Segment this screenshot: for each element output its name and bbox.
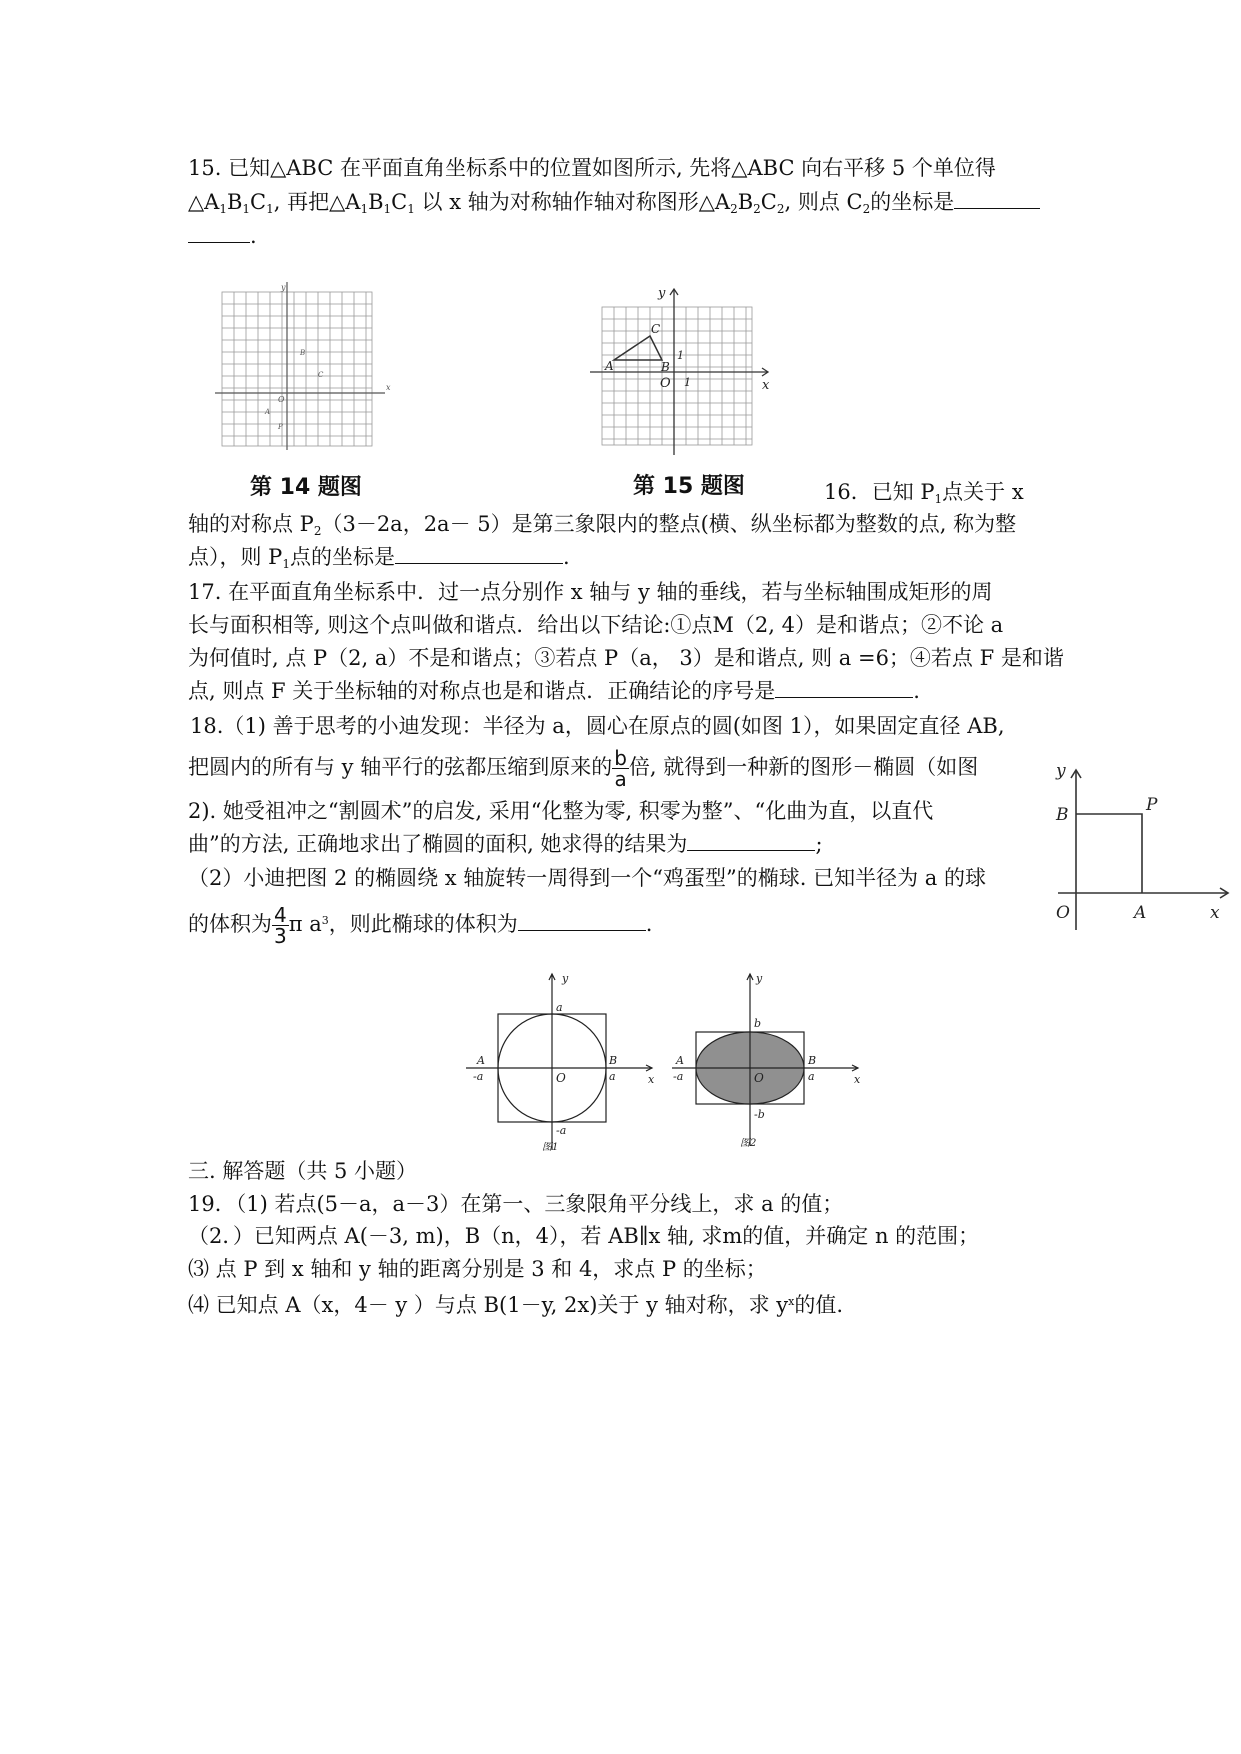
q19-line4: ⑷ 已知点 A（x，4－ y ）与点 B(1－y, 2x)关于 y 轴对称，求 $y^x$的值.	[188, 1293, 844, 1317]
fig1-a-top: a	[556, 1001, 563, 1014]
q18-line6: 的体积为 $\frac{4}{3}$ π $a^3$，则此椭球的体积为 .	[188, 903, 653, 948]
fig14-a-label: A	[265, 408, 271, 416]
fig2-b-top: b	[754, 1017, 762, 1030]
answer-blank[interactable]	[775, 677, 913, 698]
q15-line1: 15. 已知△ABC 在平面直角坐标系中的位置如图所示, 先将△ABC 向右平移 5 个单位得	[188, 156, 996, 180]
fig2-a-left: -a	[673, 1070, 684, 1083]
answer-blank[interactable]	[188, 222, 250, 243]
fig14-y-label: y	[281, 283, 286, 292]
q18-line3: 2). 她受祖冲之“割圆术”的启发, 采用“化整为零, 积零为整”、“化曲为直，以直代	[188, 799, 934, 823]
fig2-origin-label: O	[754, 1071, 764, 1085]
fig2-B-label: B	[808, 1054, 817, 1067]
fraction-4-over-3: $\frac{4}{3}$	[274, 903, 287, 948]
fig15-a-label: A	[605, 359, 614, 373]
answer-blank[interactable]	[687, 830, 815, 851]
q18-line5: （2）小迪把图 2 的椭圆绕 x 轴旋转一周得到一个“鸡蛋型”的椭球. 已知半径为 a 的球	[188, 866, 986, 890]
q16-line2: 轴的对称点 $P_2(3-2a$，2a－ 5）是第三象限内的整点(横、纵坐标都为整数的点, 称为整	[188, 512, 1017, 538]
answer-blank[interactable]	[518, 910, 646, 931]
q17-line3: 为何值时, 点 P（2, a）不是和谐点；③若点 P（a， 3）是和谐点, 则 a =6；④若点 F 是和谐	[188, 646, 1064, 670]
fig2-a-right: a	[808, 1070, 815, 1083]
fig1-x-label: x	[648, 1073, 655, 1086]
fig1-caption: 图1	[542, 1142, 559, 1153]
fig14-p-label: P	[278, 423, 283, 431]
q15-line2: $\triangle A_1B_1C_1$, 再把$\triangle A_1B_1C_1$ 以 x 轴为对称轴作轴对称图形$\triangle A_2B_2C_2$, 则点 $C_2$的坐标是	[188, 188, 1040, 223]
fig14-origin-label: O	[278, 395, 285, 404]
q19-line1: 19．（1) 若点(5－a，a－3）在第一、三象限角平分线上，求 a 的值；	[188, 1192, 844, 1216]
figR-x-label: x	[1210, 903, 1220, 923]
fig1-circle	[462, 970, 662, 1155]
q18-line1: 18.（1) 善于思考的小迪发现：半径为 a，圆心在原点的圆(如图 1），如果固定直径 AB,	[190, 714, 1005, 738]
fig2-x-label: x	[854, 1073, 861, 1086]
fig2-y-label: y	[756, 972, 763, 985]
fig15-x-label: x	[762, 378, 770, 393]
fig15-one-y: 1	[677, 349, 684, 362]
answer-blank[interactable]	[954, 188, 1040, 209]
fig1-a-bottom: -a	[556, 1124, 567, 1137]
fig14-caption: 第 14 题图	[250, 475, 362, 500]
fig2-caption: 图2	[740, 1138, 757, 1149]
q18-line4: 曲”的方法, 正确地求出了椭圆的面积, 她求得的结果为 ;	[188, 832, 823, 856]
fraction-b-over-a: $\frac{b}{a}$	[614, 746, 627, 791]
figR-y-label: y	[1056, 761, 1066, 781]
fig2-b-bottom: -b	[754, 1108, 765, 1121]
fig15-grid	[590, 285, 780, 455]
q18-line2: 把圆内的所有与 y 轴平行的弦都压缩到原来的 $\frac{b}{a}$ 倍, 就得到一种新的图形－椭圆（如图	[188, 746, 979, 791]
fig15-b-label: B	[661, 360, 670, 374]
fig14-c-label: C	[318, 371, 324, 379]
figR-origin-label: O	[1056, 903, 1070, 923]
section-3-title: 三. 解答题（共 5 小题）	[188, 1159, 418, 1183]
fig-right-rectangle	[1050, 760, 1235, 935]
fig14-b-label: B	[300, 349, 306, 357]
fig1-a-right: a	[609, 1070, 616, 1083]
fig15-c-label: C	[651, 322, 661, 336]
fig1-origin-label: O	[556, 1071, 566, 1085]
q16-line1: 16．已知 $P_1$点关于 x	[824, 480, 1024, 506]
fig14-x-label: x	[386, 383, 391, 392]
figR-p-label: P	[1146, 795, 1158, 815]
q17-line1: 17. 在平面直角坐标系中．过一点分别作 x 轴与 y 轴的垂线，若与坐标轴围成矩形的周	[188, 580, 993, 604]
fig1-B-label: B	[609, 1054, 618, 1067]
q15-line3: .	[188, 222, 257, 250]
fig2-A-label: A	[676, 1054, 684, 1067]
answer-blank[interactable]	[395, 543, 563, 564]
q17-line2: 长与面积相等, 则这个点叫做和谐点．给出以下结论:①点M（2, 4）是和谐点；②不论 a	[188, 613, 1004, 637]
fig15-one-x: 1	[684, 376, 691, 389]
fig2-ellipse	[668, 970, 868, 1150]
fig1-A-label: A	[477, 1054, 485, 1067]
fig14-grid	[215, 280, 395, 460]
fig1-a-left: -a	[473, 1070, 484, 1083]
q16-line3: 点），则 $P_1$点的坐标是 .	[188, 545, 570, 571]
fig15-y-label: y	[658, 286, 666, 301]
fig15-origin-label: O	[660, 376, 671, 391]
q19-line2: （2．）已知两点 A(－3, m)，B（n，4），若 AB∥x 轴, 求m的值，并确定 n 的范围；	[188, 1224, 980, 1248]
fig1-y-label: y	[562, 972, 569, 985]
fig15-caption: 第 15 题图	[633, 474, 745, 499]
q19-line3: ⑶ 点 P 到 x 轴和 y 轴的距离分别是 3 和 4，求点 P 的坐标；	[188, 1257, 767, 1281]
figR-b-label: B	[1056, 805, 1069, 825]
figR-a-label: A	[1134, 903, 1147, 923]
q17-line4: 点, 则点 F 关于坐标轴的对称点也是和谐点．正确结论的序号是 .	[188, 679, 920, 703]
